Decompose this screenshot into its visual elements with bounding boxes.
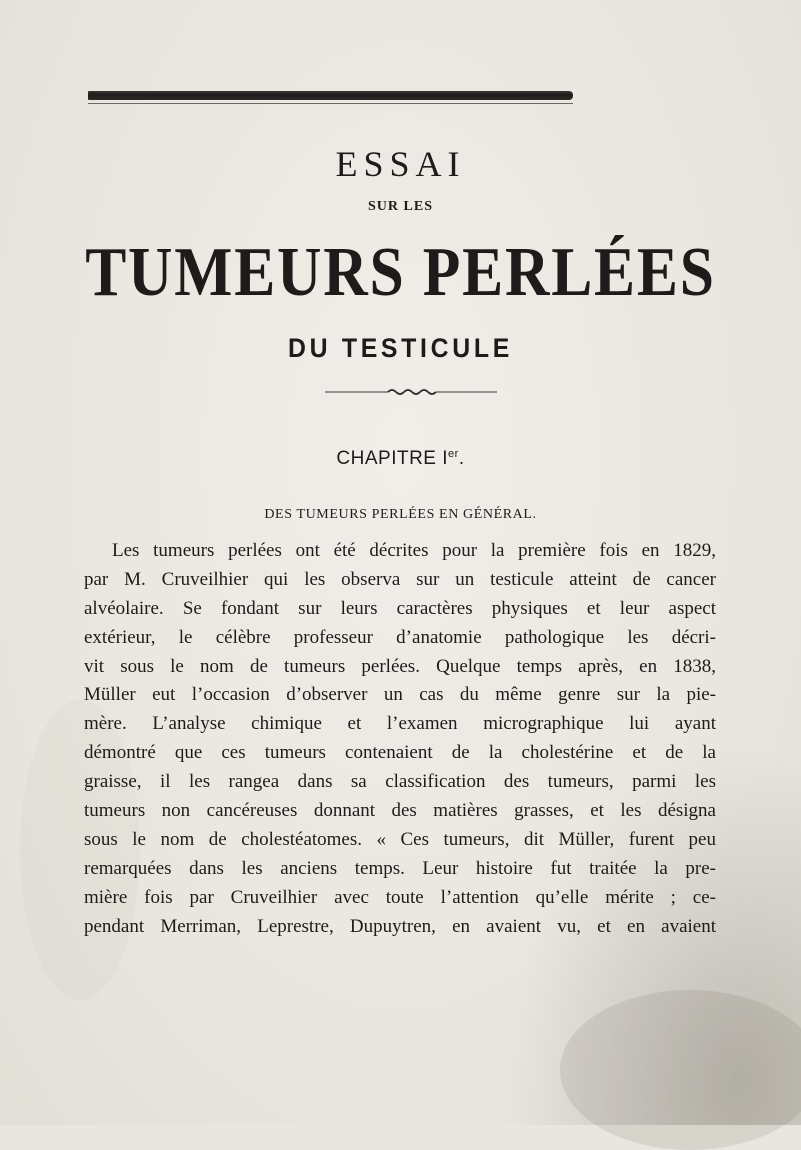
text-line — [84, 624, 716, 653]
text-line-content: démontré que ces tumeurs contenaient de la cholestérine et de la — [84, 742, 716, 764]
text-line-content: sous le nom de cholestéatomes. « Ces tumeurs, dit Müller, furent peu — [84, 828, 716, 850]
text-line-content: vit sous le nom de tumeurs perlées. Quelque temps après, en 1838, — [84, 655, 716, 677]
text-line-content: Les tumeurs perlées ont été décrites pour la première fois en 1829, — [112, 540, 716, 561]
text-line — [84, 797, 716, 826]
text-line — [84, 884, 716, 913]
text-line-content: remarquées dans les anciens temps. Leur histoire fut traitée la pre- — [84, 857, 716, 879]
title-sur-les: SUR LES — [368, 199, 433, 214]
top-rule — [88, 91, 573, 100]
section-title: DES TUMEURS PERLÉES EN GÉNÉRAL. — [264, 507, 537, 522]
body-paragraph — [84, 537, 716, 941]
ornament-divider — [0, 384, 801, 398]
text-line — [84, 913, 716, 942]
text-line — [84, 681, 716, 710]
title-essai: ESSAI — [335, 144, 466, 184]
text-line-content: extérieur, le célèbre professeur d’anatomie pathologique les décri- — [84, 626, 716, 648]
text-line — [84, 710, 716, 739]
text-line — [84, 537, 716, 566]
top-rule-thin — [88, 103, 573, 104]
text-line-content: alvéolaire. Se fondant sur leurs caractères physiques et leur aspect — [84, 597, 716, 619]
chapter-label: CHAPITRE I — [336, 448, 449, 469]
chapter-label-end: . — [458, 448, 465, 469]
title-du-testicule: DU TESTICULE — [288, 333, 513, 363]
text-line — [84, 826, 716, 855]
page-stain — [560, 990, 801, 1150]
text-line — [84, 595, 716, 624]
title-tumeurs-perlees: TUMEURS PERLÉES — [85, 234, 716, 311]
text-line — [84, 566, 716, 595]
chapter-heading — [0, 448, 801, 470]
text-line — [84, 653, 716, 682]
text-line — [84, 739, 716, 768]
text-line — [84, 768, 716, 797]
text-line-content: mère. L’analyse chimique et l’examen micrographique lui ayant — [84, 713, 716, 735]
chapter-label-sup: er — [448, 448, 459, 460]
text-line-content: graisse, il les rangea dans sa classification des tumeurs, parmi les — [84, 771, 716, 793]
text-line — [84, 855, 716, 884]
text-line-content: par M. Cruveilhier qui les observa sur un testicule atteint de cancer — [84, 568, 716, 590]
text-line-content: pendant Merriman, Leprestre, Dupuytren, en avaient vu, et en avaient — [84, 915, 716, 937]
text-line-content: Müller eut l’occasion d’observer un cas du même genre sur la pie- — [84, 684, 716, 706]
text-line-content: mière fois par Cruveilhier avec toute l’attention qu’elle mérite ; ce- — [84, 886, 716, 908]
text-line-content: tumeurs non cancéreuses donnant des matières grasses, et les désigna — [84, 800, 716, 822]
